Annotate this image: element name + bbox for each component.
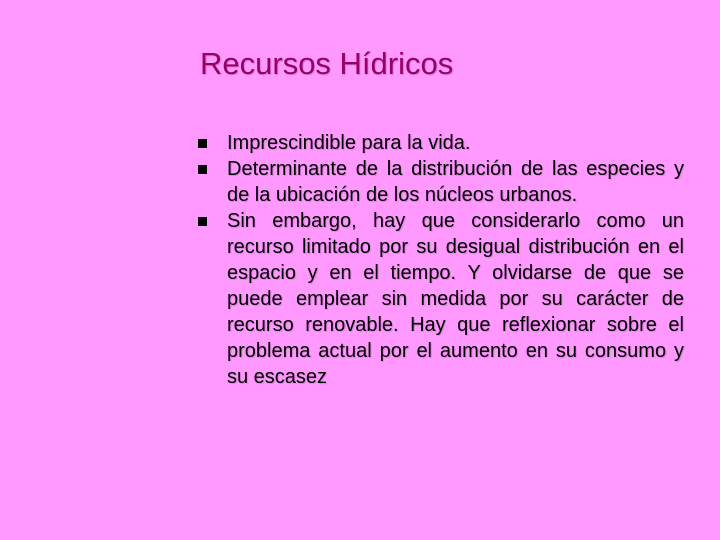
list-item xyxy=(194,130,684,156)
list-item xyxy=(194,208,684,390)
bullet-list xyxy=(194,130,684,390)
square-bullet-icon xyxy=(198,217,207,226)
square-bullet-icon xyxy=(198,139,207,148)
list-item xyxy=(194,156,684,208)
bullet-text: Sin embargo, hay que considerarlo como un recurso limitado por su desigual distribución en el espacio y en el tiempo. Y olvidarse de que se puede emplear sin medida por su carácter de recurso renovable. Hay que reflexionar sobre el problema actual por el aumento en su consumo y su escasez xyxy=(227,210,684,388)
square-bullet-icon xyxy=(198,165,207,174)
bullet-text: Imprescindible para la vida. xyxy=(227,132,471,154)
bullet-text: Determinante de la distribución de las especies y de la ubicación de los núcleos urbanos. xyxy=(227,158,684,206)
slide-title: Recursos Hídricos xyxy=(200,46,454,81)
